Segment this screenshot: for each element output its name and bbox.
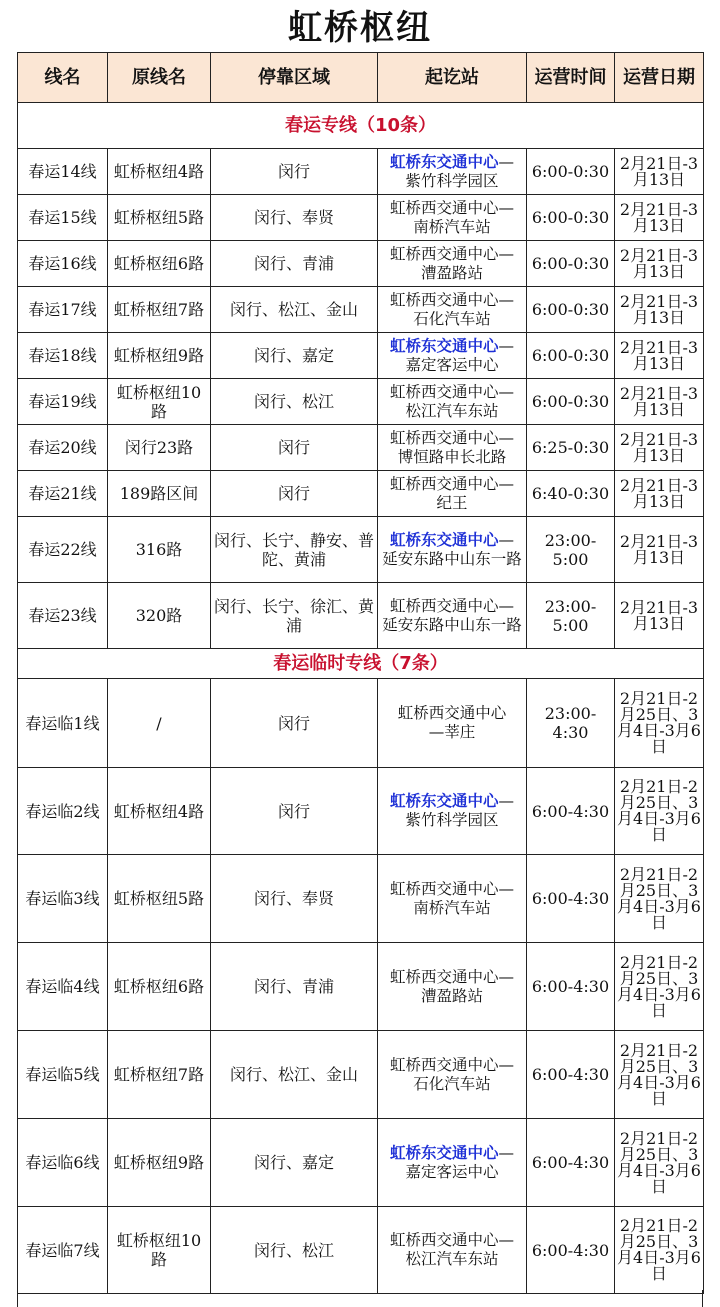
terminal-to: 延安东路中山东一路 xyxy=(382,549,522,568)
cell-line-name: 春运16线 xyxy=(18,241,108,287)
table-row xyxy=(18,1207,704,1294)
cell-hours: 6:00-4:30 xyxy=(527,943,615,1031)
cell-terminals xyxy=(378,287,527,333)
cell-stop-area: 闵行 xyxy=(211,425,378,471)
table-row xyxy=(18,855,704,943)
cell-hours: 6:00-4:30 xyxy=(527,1207,615,1294)
terminal-from: 虹桥西交通中心 xyxy=(389,382,499,401)
cell-stop-area: 闵行、嘉定 xyxy=(211,333,378,379)
cell-original-name: 虹桥枢纽4路 xyxy=(108,768,211,855)
cell-terminals xyxy=(378,1031,527,1119)
cell-stop-area: 闵行、奉贤 xyxy=(211,855,378,943)
header-hours: 运营时间 xyxy=(527,53,615,103)
terminal-to: 嘉定客运中心 xyxy=(405,355,499,374)
cell-line-name: 春运临5线 xyxy=(18,1031,108,1119)
terminal-to: 嘉定客运中心 xyxy=(405,1162,499,1181)
terminal-to: 松江汽车东站 xyxy=(405,1250,499,1268)
table-row xyxy=(18,287,704,333)
cell-stop-area: 闵行 xyxy=(211,471,378,517)
terminal-to: 纪王 xyxy=(436,493,468,512)
cell-terminals xyxy=(378,943,527,1031)
cell-original-name: 虹桥枢纽10路 xyxy=(108,1207,211,1294)
table-row xyxy=(18,583,704,649)
terminal-to: 松江汽车东站 xyxy=(405,401,499,420)
terminal-dash: — xyxy=(498,792,514,810)
terminal-dash: — xyxy=(498,967,514,986)
table-row xyxy=(18,1119,704,1207)
cell-stop-area: 闵行、青浦 xyxy=(211,241,378,287)
cell-line-name: 春运临3线 xyxy=(18,855,108,943)
cell-original-name: 虹桥枢纽5路 xyxy=(108,195,211,241)
terminal-dash: — xyxy=(498,1055,514,1074)
route-table xyxy=(17,52,704,1294)
cell-line-name: 春运临7线 xyxy=(18,1207,108,1294)
cell-original-name: 虹桥枢纽6路 xyxy=(108,943,211,1031)
cell-dates: 2月21日-3月13日 xyxy=(615,425,704,471)
cell-line-name: 春运17线 xyxy=(18,287,108,333)
cell-original-name: / xyxy=(108,679,211,768)
terminal-to: 石化汽车站 xyxy=(413,309,491,328)
terminal-dash: — xyxy=(498,474,514,493)
terminal-to: 南桥汽车站 xyxy=(413,217,491,236)
cell-original-name: 虹桥枢纽5路 xyxy=(108,855,211,943)
cell-stop-area: 闵行 xyxy=(211,768,378,855)
table-header-row xyxy=(18,53,704,103)
terminal-to: 南桥汽车站 xyxy=(413,898,491,917)
table-row xyxy=(18,241,704,287)
table-row xyxy=(18,679,704,768)
terminal-from: 虹桥西交通中心 xyxy=(389,596,499,615)
cell-hours: 23:00-4:30 xyxy=(527,679,615,768)
cell-dates: 2月21日-3月13日 xyxy=(615,379,704,425)
cell-line-name: 春运14线 xyxy=(18,149,108,195)
cell-stop-area: 闵行、松江 xyxy=(211,379,378,425)
cell-dates: 2月21日-2月25日、3月4日-3月6日 xyxy=(615,679,704,768)
terminal-from: 虹桥西交通中心 xyxy=(389,1231,499,1249)
cell-line-name: 春运临1线 xyxy=(18,679,108,768)
cell-terminals xyxy=(378,768,527,855)
cell-hours: 6:40-0:30 xyxy=(527,471,615,517)
cell-stop-area: 闵行、长宁、徐汇、黄浦 xyxy=(211,583,378,649)
cell-dates: 2月21日-3月13日 xyxy=(615,149,704,195)
cell-dates: 2月21日-3月13日 xyxy=(615,517,704,583)
terminal-from: 虹桥东交通中心 xyxy=(389,1143,499,1162)
cell-terminals xyxy=(378,855,527,943)
terminal-dash: — xyxy=(498,879,514,898)
terminal-from: 虹桥西交通中心 xyxy=(389,244,499,263)
cell-terminals xyxy=(378,471,527,517)
cell-stop-area: 闵行、长宁、静安、普陀、黄浦 xyxy=(211,517,378,583)
terminal-from: 虹桥西交通中心 xyxy=(389,967,499,986)
header-line-name: 线名 xyxy=(18,53,108,103)
terminal-dash: — xyxy=(498,290,514,309)
cell-dates: 2月21日-2月25日、3月4日-3月6日 xyxy=(615,1119,704,1207)
table-row xyxy=(18,425,704,471)
cell-stop-area: 闵行、松江 xyxy=(211,1207,378,1294)
cell-original-name: 虹桥枢纽7路 xyxy=(108,1031,211,1119)
terminal-dash: — xyxy=(498,1143,514,1162)
cell-hours: 6:00-0:30 xyxy=(527,149,615,195)
terminal-dash: — xyxy=(498,244,514,263)
cell-original-name: 虹桥枢纽6路 xyxy=(108,241,211,287)
table-row xyxy=(18,517,704,583)
page-title: 虹桥枢纽 xyxy=(288,8,432,48)
cell-hours: 23:00-5:00 xyxy=(527,583,615,649)
cell-hours: 23:00-5:00 xyxy=(527,517,615,583)
table-row xyxy=(18,768,704,855)
cell-stop-area: 闵行、松江、金山 xyxy=(211,1031,378,1119)
cell-hours: 6:00-0:30 xyxy=(527,333,615,379)
terminal-to: —莘庄 xyxy=(428,723,476,741)
cell-dates: 2月21日-3月13日 xyxy=(615,333,704,379)
table-row xyxy=(18,1031,704,1119)
cell-line-name: 春运15线 xyxy=(18,195,108,241)
terminal-to: 漕盈路站 xyxy=(420,986,483,1005)
header-original-name: 原线名 xyxy=(108,53,211,103)
cell-hours: 6:00-4:30 xyxy=(527,1119,615,1207)
cell-dates: 2月21日-3月13日 xyxy=(615,471,704,517)
cell-stop-area: 闵行、嘉定 xyxy=(211,1119,378,1207)
table-continuation xyxy=(17,1290,703,1307)
cell-line-name: 春运23线 xyxy=(18,583,108,649)
terminal-dash: — xyxy=(498,530,514,549)
cell-terminals xyxy=(378,379,527,425)
table-row xyxy=(18,943,704,1031)
cell-terminals xyxy=(378,241,527,287)
cell-terminals xyxy=(378,679,527,768)
cell-dates: 2月21日-2月25日、3月4日-3月6日 xyxy=(615,1207,704,1294)
cell-dates: 2月21日-2月25日、3月4日-3月6日 xyxy=(615,943,704,1031)
terminal-to: 石化汽车站 xyxy=(413,1074,491,1093)
terminal-dash: — xyxy=(498,428,514,447)
terminal-from: 虹桥西交通中心 xyxy=(389,474,499,493)
header-stop-area: 停靠区域 xyxy=(211,53,378,103)
section-row xyxy=(18,103,704,149)
section-title: 春运临时专线（7条） xyxy=(18,649,704,679)
cell-dates: 2月21日-3月13日 xyxy=(615,195,704,241)
table-row xyxy=(18,379,704,425)
header-terminals: 起讫站 xyxy=(378,53,527,103)
cell-original-name: 虹桥枢纽9路 xyxy=(108,333,211,379)
terminal-from: 虹桥西交通中心 xyxy=(389,198,499,217)
table-row xyxy=(18,149,704,195)
table-body xyxy=(18,103,704,1294)
cell-hours: 6:00-0:30 xyxy=(527,379,615,425)
cell-original-name: 虹桥枢纽4路 xyxy=(108,149,211,195)
cell-line-name: 春运18线 xyxy=(18,333,108,379)
cell-hours: 6:00-4:30 xyxy=(527,855,615,943)
cell-dates: 2月21日-2月25日、3月4日-3月6日 xyxy=(615,855,704,943)
cell-line-name: 春运22线 xyxy=(18,517,108,583)
cell-hours: 6:00-0:30 xyxy=(527,241,615,287)
cell-line-name: 春运临4线 xyxy=(18,943,108,1031)
terminal-dash: — xyxy=(498,596,514,615)
terminal-from: 虹桥西交通中心 xyxy=(389,1055,499,1074)
cell-hours: 6:00-0:30 xyxy=(527,287,615,333)
terminal-dash: — xyxy=(498,152,514,171)
cell-original-name: 316路 xyxy=(108,517,211,583)
cell-terminals xyxy=(378,425,527,471)
terminal-to: 延安东路中山东一路 xyxy=(382,615,522,634)
table-row xyxy=(18,471,704,517)
cell-original-name: 虹桥枢纽7路 xyxy=(108,287,211,333)
cell-line-name: 春运临2线 xyxy=(18,768,108,855)
cell-original-name: 189路区间 xyxy=(108,471,211,517)
terminal-to: 漕盈路站 xyxy=(420,263,483,282)
cell-stop-area: 闵行、奉贤 xyxy=(211,195,378,241)
cell-terminals xyxy=(378,583,527,649)
terminal-from: 虹桥东交通中心 xyxy=(389,152,499,171)
cell-terminals xyxy=(378,517,527,583)
cell-terminals xyxy=(378,1207,527,1294)
terminal-from: 虹桥东交通中心 xyxy=(389,336,499,355)
cell-original-name: 320路 xyxy=(108,583,211,649)
terminal-to: 博恒路申长北路 xyxy=(397,447,507,466)
cell-terminals xyxy=(378,1119,527,1207)
cell-line-name: 春运临6线 xyxy=(18,1119,108,1207)
terminal-dash: — xyxy=(498,382,514,401)
terminal-dash: — xyxy=(498,1231,514,1249)
terminal-from: 虹桥东交通中心 xyxy=(389,792,499,810)
cell-line-name: 春运21线 xyxy=(18,471,108,517)
cell-hours: 6:25-0:30 xyxy=(527,425,615,471)
terminal-from: 虹桥西交通中心 xyxy=(389,290,499,309)
cell-terminals xyxy=(378,149,527,195)
cell-dates: 2月21日-3月13日 xyxy=(615,287,704,333)
terminal-to: 紫竹科学园区 xyxy=(405,811,499,829)
table-row xyxy=(18,195,704,241)
cell-dates: 2月21日-2月25日、3月4日-3月6日 xyxy=(615,1031,704,1119)
section-title: 春运专线（10条） xyxy=(18,103,704,149)
terminal-dash: — xyxy=(498,198,514,217)
cell-hours: 6:00-0:30 xyxy=(527,195,615,241)
cell-terminals xyxy=(378,333,527,379)
terminal-from: 虹桥西交通中心 xyxy=(397,704,507,722)
cell-stop-area: 闵行 xyxy=(211,149,378,195)
cell-original-name: 虹桥枢纽9路 xyxy=(108,1119,211,1207)
cell-stop-area: 闵行、松江、金山 xyxy=(211,287,378,333)
cell-terminals xyxy=(378,195,527,241)
cell-dates: 2月21日-2月25日、3月4日-3月6日 xyxy=(615,768,704,855)
cell-dates: 2月21日-3月13日 xyxy=(615,241,704,287)
cell-stop-area: 闵行 xyxy=(211,679,378,768)
terminal-dash: — xyxy=(498,336,514,355)
cell-hours: 6:00-4:30 xyxy=(527,768,615,855)
cell-original-name: 闵行23路 xyxy=(108,425,211,471)
cell-stop-area: 闵行、青浦 xyxy=(211,943,378,1031)
terminal-from: 虹桥东交通中心 xyxy=(389,530,499,549)
terminal-from: 虹桥西交通中心 xyxy=(389,879,499,898)
section-row xyxy=(18,649,704,679)
cell-original-name: 虹桥枢纽10路 xyxy=(108,379,211,425)
cell-hours: 6:00-4:30 xyxy=(527,1031,615,1119)
cell-line-name: 春运20线 xyxy=(18,425,108,471)
cell-line-name: 春运19线 xyxy=(18,379,108,425)
terminal-from: 虹桥西交通中心 xyxy=(389,428,499,447)
cell-dates: 2月21日-3月13日 xyxy=(615,583,704,649)
terminal-to: 紫竹科学园区 xyxy=(405,171,499,190)
header-dates: 运营日期 xyxy=(615,53,704,103)
table-row xyxy=(18,333,704,379)
